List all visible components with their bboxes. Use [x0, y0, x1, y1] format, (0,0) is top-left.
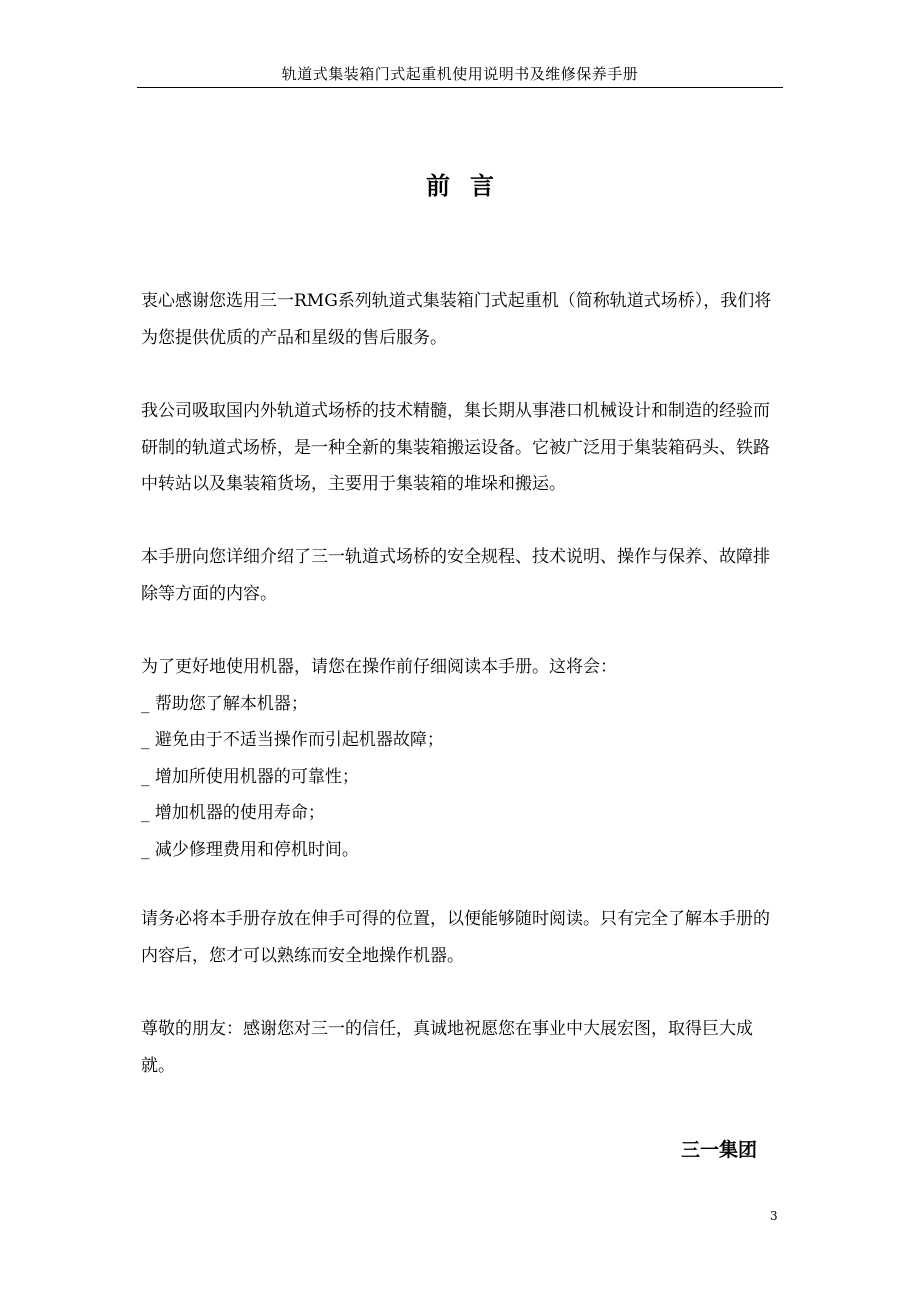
paragraph-storage	[141, 901, 786, 974]
paragraph-company	[141, 393, 786, 503]
signature: 三一集团	[681, 1139, 758, 1161]
header-rule	[137, 87, 783, 88]
paragraph-text: 衷心感谢您选用三一RMG系列轨道式集装箱门式起重机（简称轨道式场桥），我们将为您提供优质的产品和星级的售后服务。	[141, 291, 772, 348]
paragraph-manual-contents	[141, 539, 786, 612]
list-item: _ 帮助您了解本机器；	[141, 693, 308, 714]
page-title: 前言	[426, 172, 514, 200]
benefits-intro: 为了更好地使用机器，请您在操作前仔细阅读本手册。这将会：	[141, 657, 617, 677]
paragraph-greeting	[141, 1011, 786, 1084]
page-number: 3	[770, 1209, 778, 1223]
running-header: 轨道式集装箱门式起重机使用说明书及维修保养手册	[281, 65, 639, 83]
list-item: _ 增加机器的使用寿命；	[141, 803, 325, 823]
list-item: _ 避免由于不适当操作而引起机器故障；	[141, 730, 444, 750]
paragraph-text: 尊敬的朋友：感谢您对三一的信任，真诚地祝愿您在事业中大展宏图，取得巨大成就。	[141, 1019, 753, 1076]
paragraph-thanks	[141, 283, 786, 356]
paragraph-text: 我公司吸取国内外轨道式场桥的技术精髓，集长期从事港口机械设计和制造的经验而研制的轨道式场桥，是一种全新的集装箱搬运设备。它被广泛用于集装箱码头、铁路中转站以及集装箱货场，主要用于集装箱的堆垛和搬运。	[141, 401, 770, 494]
benefits-list	[141, 649, 786, 868]
paragraph-text: 请务必将本手册存放在伸手可得的位置，以便能够随时阅读。只有完全了解本手册的内容后，您才可以熟练而安全地操作机器。	[141, 909, 770, 966]
list-item: _ 增加所使用机器的可靠性；	[141, 766, 359, 787]
list-item: _ 减少修理费用和停机时间。	[141, 839, 359, 860]
paragraph-text: 本手册向您详细介绍了三一轨道式场桥的安全规程、技术说明、操作与保养、故障排除等方面的内容。	[141, 547, 770, 604]
